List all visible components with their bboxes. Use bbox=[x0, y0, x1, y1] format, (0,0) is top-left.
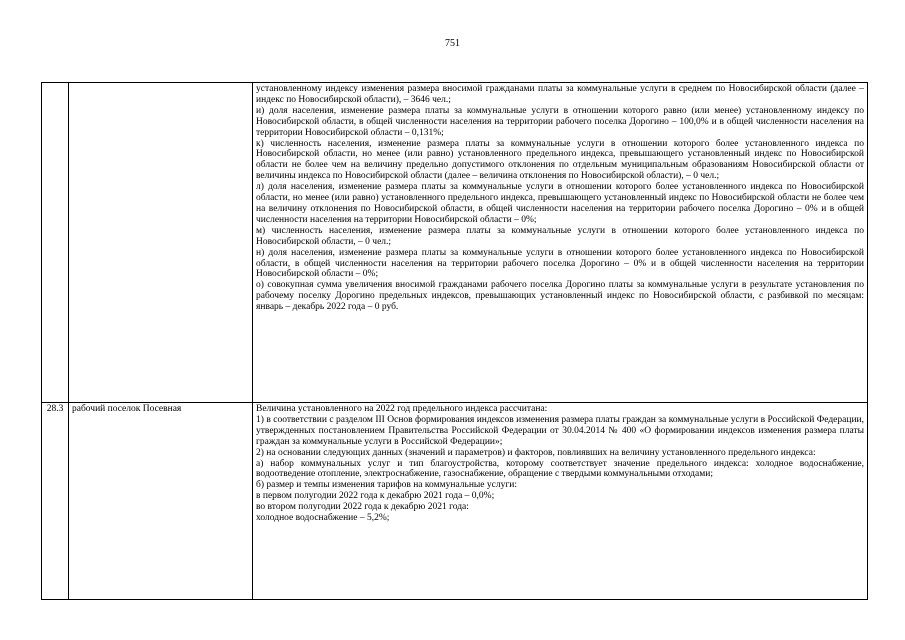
paragraph: установленному индексу изменения размера вносимой гражданами платы за коммунальные услуги в среднем по Новосибирской области (далее – индекс по Новосибирской области), – 3646 чел.; bbox=[256, 84, 864, 105]
paragraph: б) размер и темпы изменения тарифов на коммунальные услуги: bbox=[256, 480, 517, 491]
document-table bbox=[41, 82, 868, 600]
description-cell bbox=[253, 83, 868, 403]
paragraph: а) набор коммунальных услуг и тип благоустройства, которому соответствует значение предельного индекса: холодное водоснабжение, водоотведение отопление, электроснабжение, газоснабжение, обращение с твердыми коммунальными отходами; bbox=[256, 458, 864, 480]
paragraph: л) доля населения, изменение размера платы за коммунальные услуги в отношении которого более установленного индекса по Новосибирской области, но менее (или равно) установленного предельного индекса, превышающего установленный индекс по Новосибирской области не более чем на величину отклонения по Новосибирской области, в общей численности населения на территории рабочего поселка Дорогино – 0% и в общей численности населения на территории Новосибирской области – 0%; bbox=[256, 182, 864, 225]
page-number: 751 bbox=[445, 38, 460, 49]
paragraph: н) доля населения, изменение размера платы за коммунальные услуги в отношении которого более установленного индекса по Новосибирской области, в общей численности населения на территории рабочего поселка Дорогино – 0% и в общей численности населения на территории Новосибирской области – 0%; bbox=[256, 247, 864, 280]
row-number-cell: 28.3 bbox=[42, 403, 69, 600]
paragraph: и) доля населения, изменение размера платы за коммунальные услуги в отношении которого равно (или менее) установленному индексу по Новосибирской области, в общей численности населения на территории рабочего поселка Дорогино – 100,0% и в общей численности населения на территории Новосибирской области – 0,131%; bbox=[256, 105, 864, 138]
paragraph: в первом полугодии 2022 года к декабрю 2021 года – 0,0%; bbox=[256, 491, 495, 502]
paragraph: Величина установленного на 2022 год предельного индекса рассчитана: bbox=[256, 404, 548, 414]
settlement-name-cell bbox=[69, 83, 253, 403]
row-number-cell bbox=[42, 83, 69, 403]
description-cell bbox=[253, 403, 868, 600]
paragraph: к) численность населения, изменение размера платы за коммунальные услуги в отношении которого более установленного индекса по Новосибирской области, но менее (или равно) установленного предельного индекса, превышающего установленный индекс по Новосибирской области не более чем на величину предельно допустимого отклонения по отдельным муниципальным образованиям Новосибирской области от величины индекса по Новосибирской области (далее – величина отклонения по Новосибирской области), – 0 чел.; bbox=[256, 138, 864, 182]
paragraph: 1) в соответствии с разделом III Основ формирования индексов изменения размера платы граждан за коммунальные услуги в Российской Федерации, утвержденных постановлением Правительства Российской Федерации от 30.04.2014 № 400 «О формировании индексов изменения размера платы граждан за коммунальные услуги в Российской Федерации»; bbox=[256, 414, 864, 447]
paragraph: холодное водоснабжение – 5,2%; bbox=[256, 513, 390, 524]
paragraph: во втором полугодии 2022 года к декабрю 2021 года: bbox=[256, 502, 469, 513]
table-row bbox=[42, 83, 868, 403]
paragraph: м) численность населения, изменение размера платы за коммунальные услуги в отношении которого более установленного индекса по Новосибирской области, – 0 чел.; bbox=[256, 225, 864, 247]
settlement-name-cell: рабочий поселок Посевная bbox=[69, 403, 253, 600]
paragraph: 2) на основании следующих данных (значений и параметров) и факторов, повлиявших на величину установленного предельного индекса: bbox=[256, 447, 816, 458]
table-row bbox=[42, 403, 868, 600]
paragraph: о) совокупная сумма увеличения вносимой гражданами рабочего поселка Дорогино платы за коммунальные услуги в результате установления по рабочему поселку Дорогино предельных индексов, превышающих установленный индекс по Новосибирской области, с разбивкой по месяцам: январь – декабрь 2022 года – 0 руб. bbox=[256, 280, 864, 313]
